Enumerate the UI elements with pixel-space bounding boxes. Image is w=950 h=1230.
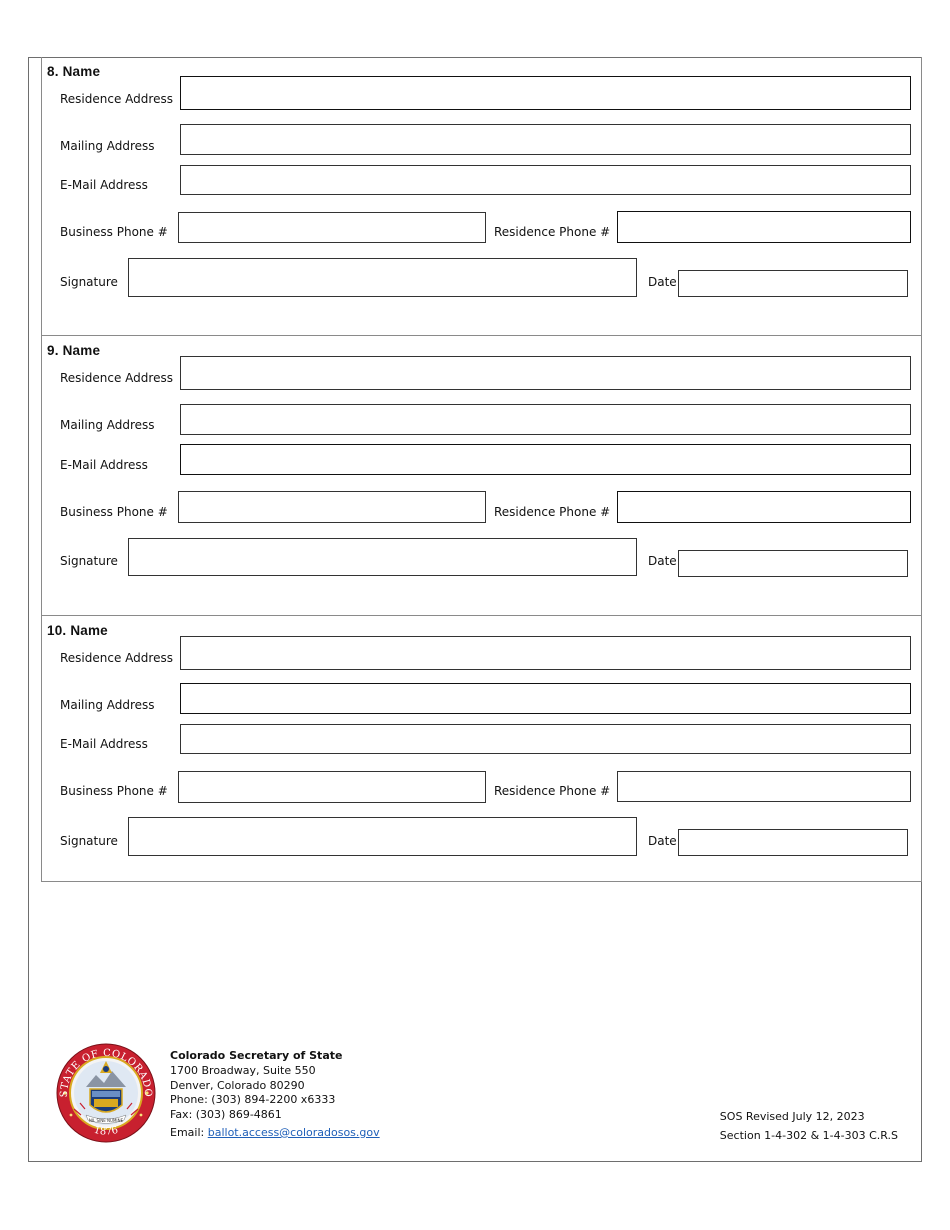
residence-address-input[interactable] (180, 76, 911, 110)
signature-label: Signature (60, 554, 118, 568)
residence-phone-label: Residence Phone # (494, 505, 611, 519)
business-phone-label: Business Phone # (60, 225, 168, 239)
email-address-input[interactable] (180, 724, 911, 754)
candidate-section-9 (41, 336, 922, 616)
email-address-input[interactable] (180, 165, 911, 195)
business-phone-label: Business Phone # (60, 784, 168, 798)
signature-input[interactable] (128, 538, 637, 576)
residence-address-label: Residence Address (60, 651, 173, 665)
mailing-address-input[interactable] (180, 404, 911, 435)
email-address-label: E-Mail Address (60, 737, 148, 751)
business-phone-input[interactable] (178, 212, 486, 243)
svg-text:1876: 1876 (92, 1124, 120, 1138)
mailing-address-input[interactable] (180, 124, 911, 155)
mailing-address-input[interactable] (180, 683, 911, 714)
residence-address-label: Residence Address (60, 371, 173, 385)
statute-reference: Section 1-4-302 & 1-4-303 C.R.S (719, 1129, 898, 1142)
contact-org: Colorado Secretary of State (170, 1049, 343, 1062)
mailing-address-label: Mailing Address (60, 418, 155, 432)
section-title: 8. Name (47, 64, 101, 79)
signature-label: Signature (60, 834, 118, 848)
residence-address-input[interactable] (180, 636, 911, 670)
mailing-address-label: Mailing Address (60, 698, 155, 712)
section-title: 10. Name (47, 623, 108, 638)
candidate-section-8 (41, 57, 922, 336)
contact-email-row (170, 1126, 380, 1141)
business-phone-label: Business Phone # (60, 505, 168, 519)
revision-date: SOS Revised July 12, 2023 (719, 1110, 865, 1123)
signature-input[interactable] (128, 258, 637, 297)
seal-lettering (56, 1043, 156, 1143)
date-label: Date (648, 275, 677, 289)
contact-phone: Phone: (303) 894-2200 x6333 (170, 1093, 336, 1107)
residence-phone-label: Residence Phone # (494, 225, 611, 239)
email-address-label: E-Mail Address (60, 178, 148, 192)
business-phone-input[interactable] (178, 771, 486, 803)
signature-input[interactable] (128, 817, 637, 856)
email-link[interactable]: ballot.access@coloradosos.gov (207, 1125, 380, 1139)
svg-text:STATE OF COLORADO: STATE OF COLORADO (58, 1047, 154, 1098)
date-input[interactable] (678, 829, 908, 856)
revision-block (720, 1107, 898, 1145)
svg-text:NIL SINE NUMINE: NIL SINE NUMINE (88, 1118, 124, 1123)
state-seal-icon (56, 1043, 156, 1143)
residence-phone-input[interactable] (617, 491, 911, 523)
residence-address-label: Residence Address (60, 92, 173, 106)
residence-phone-label: Residence Phone # (494, 784, 611, 798)
date-label: Date (648, 554, 677, 568)
residence-phone-input[interactable] (617, 771, 911, 802)
business-phone-input[interactable] (178, 491, 486, 523)
signature-label: Signature (60, 275, 118, 289)
residence-phone-input[interactable] (617, 211, 911, 243)
contact-fax: Fax: (303) 869-4861 (170, 1108, 282, 1122)
contact-city: Denver, Colorado 80290 (170, 1078, 305, 1092)
email-address-label: E-Mail Address (60, 458, 148, 472)
date-input[interactable] (678, 550, 908, 577)
email-address-input[interactable] (180, 444, 911, 475)
section-right-edge (921, 57, 922, 882)
candidate-section-10 (41, 616, 922, 882)
date-label: Date (648, 834, 677, 848)
contact-email-label: Email: (170, 1125, 208, 1139)
contact-block (170, 1049, 380, 1141)
date-input[interactable] (678, 270, 908, 297)
contact-street: 1700 Broadway, Suite 550 (170, 1063, 316, 1077)
residence-address-input[interactable] (180, 356, 911, 390)
mailing-address-label: Mailing Address (60, 139, 155, 153)
section-title: 9. Name (47, 343, 101, 358)
